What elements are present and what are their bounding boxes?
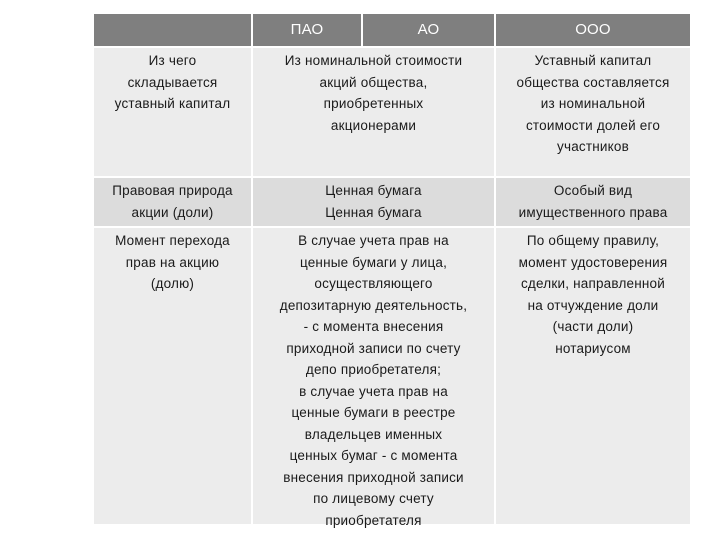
header-empty-cell [94,14,251,46]
cell-ooo-capital: Уставный капитал общества составляется из номинальной стоимости долей его участников [496,48,690,176]
cell-ooo-legal-nature: Особый вид имущественного права [496,178,690,226]
row-label-legal-nature: Правовая природа акции (доли) [94,178,251,226]
header-ooo: ООО [496,14,690,46]
header-ao: АО [363,14,494,46]
header-pao: ПАО [253,14,361,46]
cell-ao-legal-nature: Ценная бумага Ценная бумага [253,178,494,226]
cell-ooo-transfer-moment: По общему правилу, момент удостоверения сделки, направленной на отчуждение доли (части доли) нотариусом [496,228,690,524]
cell-ao-capital: Из номинальной стоимости акций общества, приобретенных акционерами [253,48,494,176]
comparison-table [94,14,690,528]
cell-ao-transfer-moment: В случае учета прав на ценные бумаги у лица, осуществляющего депозитарную деятельность, - с момента внесения приходной записи по счету депо приобретателя; в случае учета прав на ценные бумаги в реестре владельцев именных ценных бумаг - с момента внесения приходной записи по лицевому счету приобретателя [253,228,494,524]
row-label-capital: Из чего складывается уставный капитал [94,48,251,176]
row-label-transfer-moment: Момент перехода прав на акцию (долю) [94,228,251,524]
